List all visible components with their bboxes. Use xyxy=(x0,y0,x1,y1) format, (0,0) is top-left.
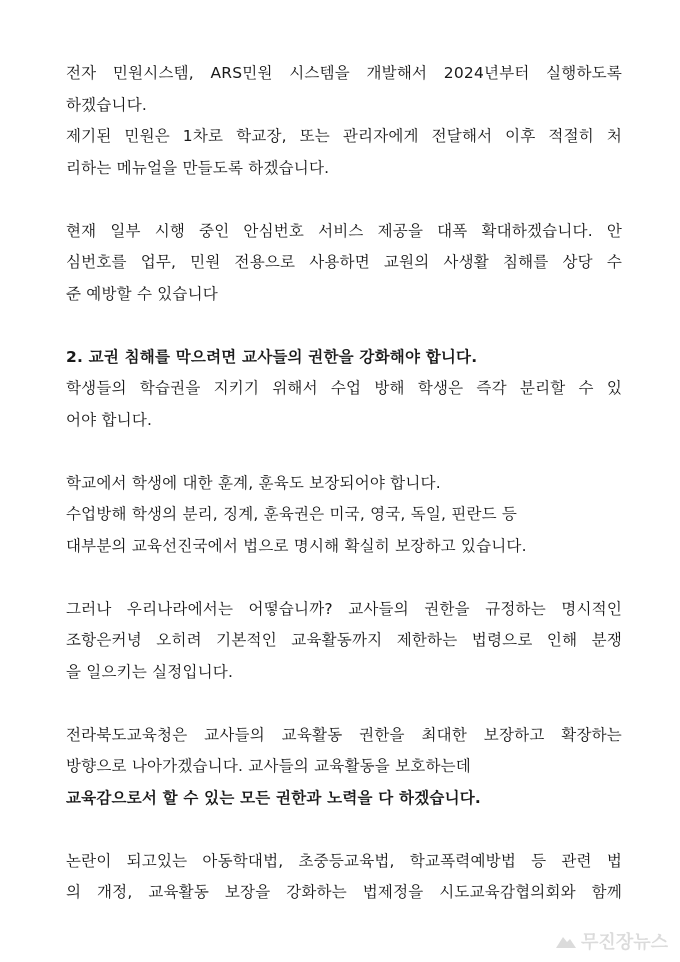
emphasized-line: 교육감으로서 할 수 있는 모든 권한과 노력을 다 하겠습니다. xyxy=(66,788,482,807)
text-line: 대부분의 교육선진국에서 법으로 명시해 확실히 보장하고 있습니다. xyxy=(66,536,527,555)
paragraph-gap xyxy=(66,814,622,846)
text-line: 수업방해 학생의 분리, 징계, 훈육권은 미국, 영국, 독일, 핀란드 등 xyxy=(66,505,518,523)
text-line: 논란이 되고있는 아동학대법, 초중등교육법, 학교폭력예방법 등 관련 법 xyxy=(66,851,622,870)
text-line: 의 개정, 교육활동 보장을 강화하는 법제정을 시도교육감협의회와 함께 xyxy=(66,883,622,901)
paragraph-gap xyxy=(66,688,622,720)
document-body xyxy=(66,58,622,909)
text-line: 을 일으키는 실정입니다. xyxy=(66,662,234,681)
text-line: 심번호를 업무, 민원 전용으로 사용하면 교원의 사생활 침해를 상당 수 xyxy=(66,253,622,271)
text-line: 어야 합니다. xyxy=(66,410,153,429)
text-line: 제기된 민원은 1차로 학교장, 또는 관리자에게 전달해서 이후 적절히 처 xyxy=(66,127,622,145)
text-line: 현재 일부 시행 중인 안심번호 서비스 제공을 대폭 확대하겠습니다. 안 xyxy=(66,221,622,240)
text-line: 준 예방할 수 있습니다 xyxy=(66,284,218,303)
emphasized-line: 2. 교권 침해를 막으려면 교사들의 권한을 강화해야 합니다. xyxy=(66,347,478,366)
paragraph-gap xyxy=(66,184,622,216)
watermark xyxy=(555,928,668,954)
text-line: 하겠습니다. xyxy=(66,95,147,114)
paragraph-gap xyxy=(66,436,622,468)
text-line: 조항은커녕 오히려 기본적인 교육활동까지 제한하는 법령으로 인해 분쟁 xyxy=(66,631,622,649)
text-line: 전자 민원시스템, ARS민원 시스템을 개발해서 2024년부터 실행하도록 xyxy=(66,64,622,82)
mountain-logo-icon xyxy=(555,933,577,949)
text-line: 방향으로 나아가겠습니다. 교사들의 교육활동을 보호하는데 xyxy=(66,757,471,775)
text-line: 리하는 메뉴얼을 만들도록 하겠습니다. xyxy=(66,158,330,177)
text-line: 학생들의 학습권을 지키기 위해서 수업 방해 학생은 즉각 분리할 수 있 xyxy=(66,379,622,397)
text-line: 학교에서 학생에 대한 훈계, 훈육도 보장되어야 합니다. xyxy=(66,473,441,492)
text-line: 전라북도교육청은 교사들의 교육활동 권한을 최대한 보장하고 확장하는 xyxy=(66,725,622,744)
paragraph-gap xyxy=(66,310,622,342)
watermark-text: 무진장뉴스 xyxy=(581,932,668,953)
paragraph-gap xyxy=(66,562,622,594)
text-line: 그러나 우리나라에서는 어떻습니까? 교사들의 권한을 규정하는 명시적인 xyxy=(66,599,622,618)
